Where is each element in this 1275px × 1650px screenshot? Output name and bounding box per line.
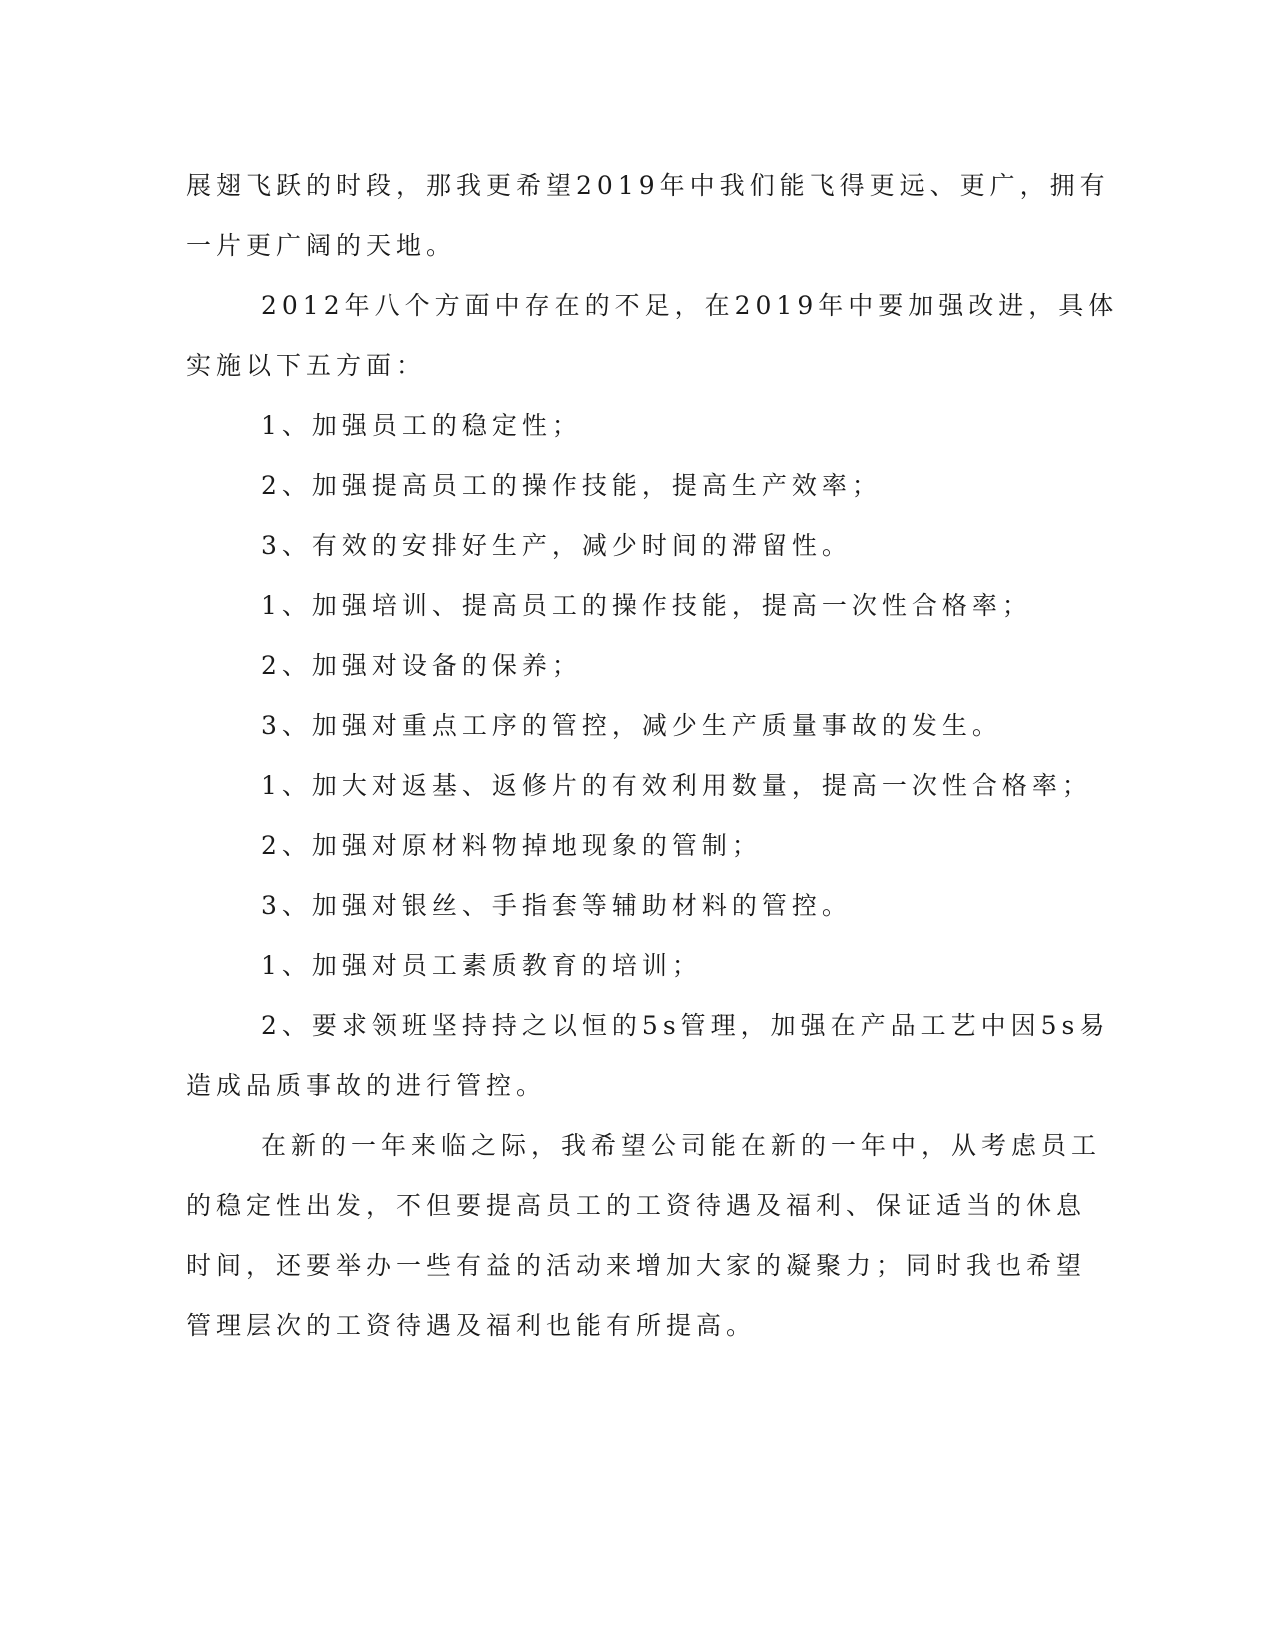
text-line: 一片更广阔的天地。	[186, 231, 457, 260]
list-item: 2、要求领班坚持持之以恒的5s管理，加强在产品工艺中因5s易	[261, 1011, 1110, 1040]
list-item: 1、加强对员工素质教育的培训；	[261, 951, 702, 980]
list-item: 2、加强提高员工的操作技能，提高生产效率；	[261, 471, 882, 500]
text-line: 实施以下五方面：	[186, 351, 427, 380]
list-item: 2、加强对设备的保养；	[261, 651, 582, 680]
text-line: 的稳定性出发，不但要提高员工的工资待遇及福利、保证适当的休息	[186, 1191, 1087, 1220]
document-body	[186, 156, 1119, 1356]
list-item: 3、加强对重点工序的管控，减少生产质量事故的发生。	[261, 711, 1002, 740]
list-item: 3、有效的安排好生产，减少时间的滞留性。	[261, 531, 852, 560]
list-item: 1、加强培训、提高员工的操作技能，提高一次性合格率；	[261, 591, 1032, 620]
text-line: 在新的一年来临之际，我希望公司能在新的一年中，从考虑员工	[261, 1131, 1102, 1160]
text-line: 时间，还要举办一些有益的活动来增加大家的凝聚力；同时我也希望	[186, 1251, 1087, 1280]
list-item: 3、加强对银丝、手指套等辅助材料的管控。	[261, 891, 852, 920]
text-line: 管理层次的工资待遇及福利也能有所提高。	[186, 1311, 757, 1340]
list-item: 2、加强对原材料物掉地现象的管制；	[261, 831, 762, 860]
text-line: 展翅飞跃的时段，那我更希望2019年中我们能飞得更远、更广，拥有	[186, 171, 1110, 200]
text-line: 2012年八个方面中存在的不足，在2019年中要加强改进，具体	[261, 291, 1119, 320]
list-item: 1、加大对返基、返修片的有效利用数量，提高一次性合格率；	[261, 771, 1092, 800]
text-line: 造成品质事故的进行管控。	[186, 1071, 547, 1100]
list-item: 1、加强员工的稳定性；	[261, 411, 582, 440]
